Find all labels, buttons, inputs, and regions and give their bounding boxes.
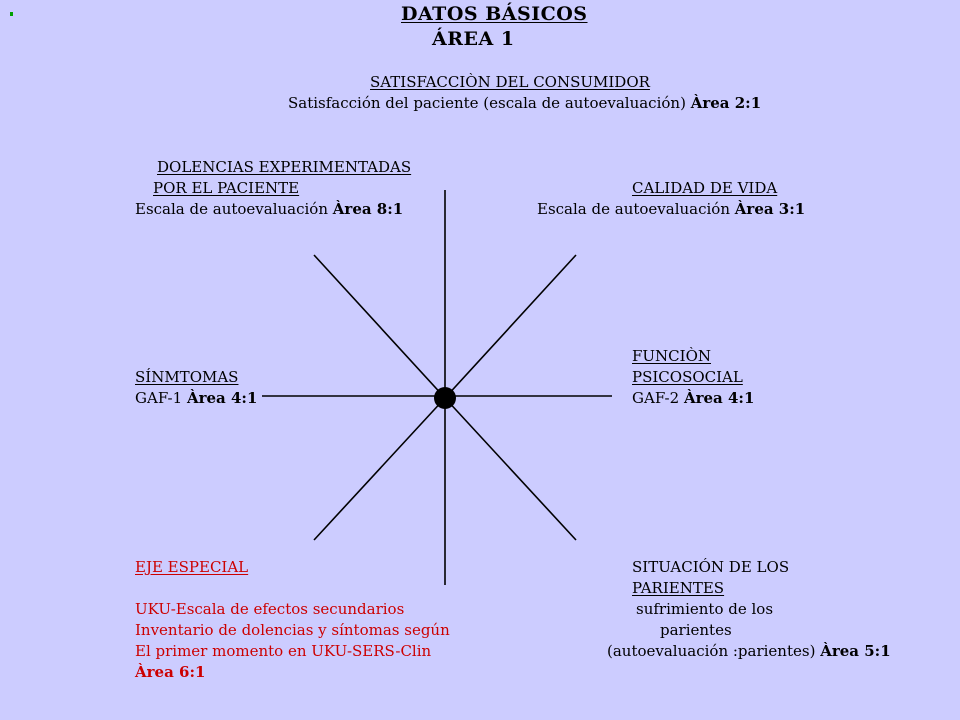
center-node	[434, 387, 456, 409]
upper-right-line: Escala de autoevaluación	[537, 200, 730, 218]
upper-left-area: Àrea 8:1	[332, 200, 404, 218]
upper-left-label	[135, 199, 403, 219]
lower-left-line-3: El primer momento en UKU-SERS-Clin	[135, 642, 432, 660]
axis-northeast	[445, 255, 576, 398]
lower-right-area: Àrea 5:1	[820, 642, 891, 660]
page-title: DATOS BÁSICOS	[401, 3, 588, 25]
lower-right-label	[607, 641, 891, 661]
upper-left-line: Escala de autoevaluación	[135, 200, 328, 218]
right-heading-2: PSICOSOCIAL	[632, 368, 743, 386]
left-heading: SÍNMTOMAS	[135, 368, 239, 386]
right-line: GAF-2	[632, 389, 680, 407]
top-label	[288, 93, 761, 113]
upper-right-heading: CALIDAD DE VIDA	[632, 179, 778, 197]
upper-left-heading-2: POR EL PACIENTE	[153, 179, 300, 197]
lower-right-line-3: (autoevaluación :parientes)	[607, 642, 816, 660]
top-area: Àrea 2:1	[690, 94, 762, 112]
right-area: Àrea 4:1	[683, 389, 755, 407]
lower-right-line-2: parientes	[660, 621, 732, 639]
lower-left-line-2: Inventario de dolencias y síntomas según	[135, 621, 450, 639]
axis-southwest	[314, 398, 445, 540]
lower-left-heading: EJE ESPECIAL	[135, 558, 249, 576]
top-line: Satisfacción del paciente (escala de autoevaluación)	[288, 94, 686, 112]
upper-right-area: Àrea 3:1	[734, 200, 806, 218]
page-subtitle: ÁREA 1	[432, 28, 515, 50]
lower-right-heading-1: SITUACIÓN DE LOS	[632, 558, 790, 576]
top-heading: SATISFACCIÒN DEL CONSUMIDOR	[370, 73, 650, 91]
lower-right-line-1: sufrimiento de los	[636, 600, 774, 618]
axis-northwest	[314, 255, 445, 398]
upper-left-heading-1: DOLENCIAS EXPERIMENTADAS	[157, 158, 412, 176]
lower-left-area: Àrea 6:1	[135, 663, 206, 681]
left-area: Àrea 4:1	[186, 389, 258, 407]
axis-southeast	[445, 398, 576, 540]
lower-left-line-1: UKU-Escala de efectos secundarios	[135, 600, 405, 618]
right-label	[632, 388, 754, 408]
lower-right-heading-2: PARIENTES	[632, 579, 725, 597]
left-label	[135, 388, 257, 408]
left-line: GAF-1	[135, 389, 183, 407]
upper-right-label	[537, 199, 805, 219]
right-heading-1: FUNCIÒN	[632, 347, 711, 365]
